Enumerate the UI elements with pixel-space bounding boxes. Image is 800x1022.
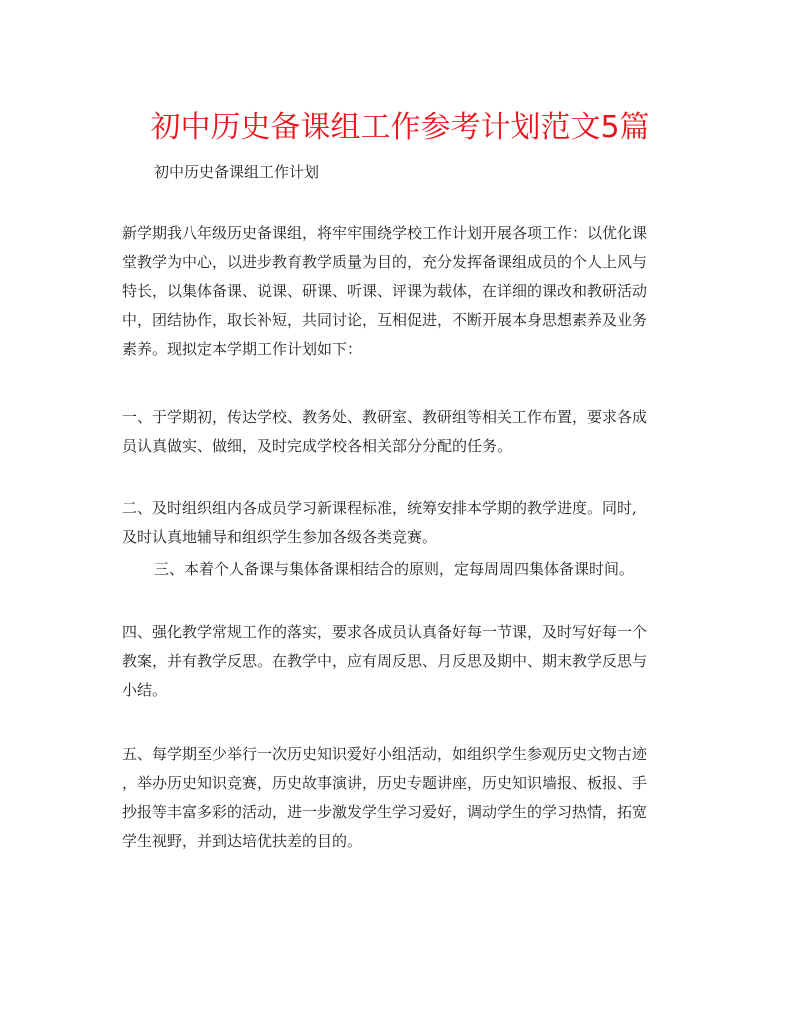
item-4-paragraph [122,618,682,705]
item-3-paragraph [154,555,682,584]
paragraph-line: 员认真做实、做细，及时完成学校各相关部分分配的任务。 [122,437,513,455]
paragraph-line: 新学期我八年级历史备课组，将牢牢围绕学校工作计划开展各项工作：以优化课 [122,224,648,242]
paragraph-line: 三、本着个人备课与集体备课相结合的原则，定每周周四集体备课时间。 [154,560,635,578]
paragraph-line: 五、每学期至少举行一次历史知识爱好小组活动，如组织学生参观历史文物古迹 [122,745,648,763]
paragraph-line: 四、强化教学常规工作的落实，要求各成员认真备好每一节课，及时写好每一个 [122,623,648,641]
paragraph-line: 素养。现拟定本学期工作计划如下： [122,340,363,358]
document-subtitle: 初中历史备课组工作计划 [154,163,320,181]
intro-paragraph [122,219,682,364]
paragraph-line: 及时认真地辅导和组织学生参加各级各类竞赛。 [122,528,438,546]
paragraph-line: 特长，以集体备课、说课、研课、听课、评课为载体，在详细的课改和教研活动 [122,282,648,300]
paragraph-line: 学生视野，并到达培优扶差的目的。 [122,832,363,850]
paragraph-line: 中，团结协作，取长补短，共同讨论，互相促进，不断开展本身思想素养及业务 [122,311,648,329]
document-title: 初中历史备课组工作参考计划范文5篇 [150,110,650,145]
paragraph-line: 堂教学为中心，以进步教育教学质量为目的，充分发挥备课组成员的个人上风与 [122,253,648,271]
paragraph-line: 二、及时组织组内各成员学习新课程标准，统筹安排本学期的教学进度。同时, [122,499,637,517]
item-1-paragraph [122,403,682,461]
item-5-paragraph [122,740,682,856]
paragraph-line: 一、于学期初，传达学校、教务处、教研室、教研组等相关工作布置，要求各成 [122,408,648,426]
paragraph-line: 抄报等丰富多彩的活动，进一步激发学生学习爱好，调动学生的学习热情，拓宽 [122,803,648,821]
item-2-paragraph [122,494,682,552]
paragraph-line: ，举办历史知识竞赛，历史故事演讲，历史专题讲座，历史知识墙报、板报、手 [122,774,648,792]
paragraph-line: 小结。 [122,681,168,699]
paragraph-line: 教案，并有教学反思。在教学中，应有周反思、月反思及期中、期末教学反思与 [122,652,648,670]
